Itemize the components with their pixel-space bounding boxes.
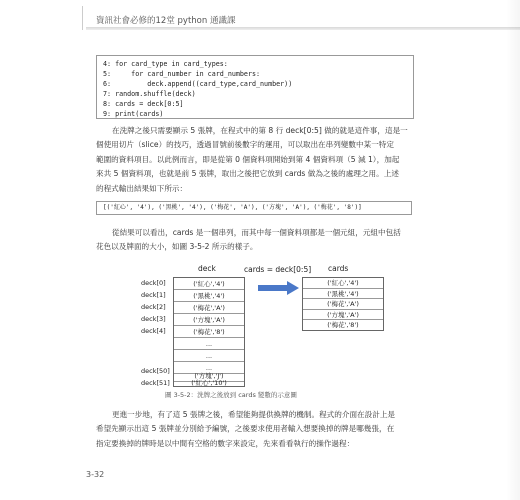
cards-item: ('方塊','A') <box>303 310 383 320</box>
code-line: 4: for card_type in card_types: <box>103 60 228 68</box>
deck-index: deck[4] <box>141 327 166 335</box>
deck-item: ... <box>174 350 244 362</box>
text-line: 範圍的資料項目。以此例而言，即是從第 0 個資料項開始到第 4 個資料項（5 減 1），加起 <box>96 154 400 164</box>
page-header <box>0 0 520 36</box>
deck-item: ('梅花','8') <box>174 326 244 338</box>
page-number: 3-32 <box>86 470 105 479</box>
deck-index: deck[3] <box>141 315 166 323</box>
code-line: 5: for card_number in card_numbers: <box>103 70 261 78</box>
text-line: 指定要換掉的牌時是以中間有空格的數字來設定，先來看看執行的操作過程： <box>96 438 355 448</box>
figure-caption: 圖 3-5-2：洗牌之後放到 cards 變數的示意圖 <box>165 391 297 399</box>
text-line: 在洗牌之後只需要顯示 5 張牌，在程式中的第 8 行 deck[0:5] 做的就是這件事，這是一 <box>112 126 408 135</box>
text-line: 從結果可以看出，cards 是一個串列，而其中每一個資料項都是一個元組，元組中包括 <box>112 228 401 237</box>
cards-list-diagram <box>302 277 384 331</box>
deck-list-diagram <box>173 277 245 387</box>
deck-item: ('紅心','4') <box>174 278 244 290</box>
deck-index: deck[0] <box>141 279 166 287</box>
slice-label: cards = deck[0:5] <box>244 265 312 274</box>
code-line: 6: deck.append((card_type,card_number)) <box>103 80 293 88</box>
cards-label: cards <box>328 264 349 273</box>
deck-item: ('梅花','A') <box>174 302 244 314</box>
code-line: 7: random.shuffle(deck) <box>103 90 196 98</box>
code-listing <box>96 55 414 119</box>
deck-item: ('黑桃','4') <box>174 290 244 302</box>
code-line: 9: print(cards) <box>103 110 164 118</box>
code-line: 8: cards = deck[0:5] <box>103 100 184 108</box>
binding-shadow <box>506 0 520 500</box>
deck-index: deck[2] <box>141 303 166 311</box>
deck-item: ('紅心','10') <box>191 379 227 387</box>
header-rule <box>86 27 520 30</box>
text-line: 來共 5 個資料項，也就是前 5 張牌，取出之後把它放到 cards 做為之後的處理之用。上述 <box>96 169 399 179</box>
text-line: 的程式輸出結果如下所示： <box>96 183 188 193</box>
text-line: 花色以及牌面的大小，如圖 3-5-2 所示的樣子。 <box>96 242 258 252</box>
cards-item: ('紅心','4') <box>303 278 383 289</box>
paragraph-swap-intro <box>96 408 426 451</box>
text-line: 更進一步地，有了這 5 張牌之後，希望能夠提供換牌的機制。程式的介面在設計上是 <box>112 410 396 419</box>
program-output: [('紅心', '4'), ('黑桃', '4'), ('梅花', 'A'), ('方塊', 'A'), ('梅花', '8')] <box>96 201 412 215</box>
deck-item: ... <box>174 362 244 374</box>
text-line: 個使用切片（slice）的技巧，透過冒號前後數字的運用，可以取出在串列變數中某一特定 <box>96 140 394 150</box>
deck-item: ('方塊','J') <box>174 370 244 382</box>
book-title: 資訊社會必修的12堂 python 通識課 <box>96 16 236 26</box>
slice-arrow-icon <box>258 280 300 296</box>
paragraph-result-explanation <box>96 226 426 255</box>
deck-index: deck[1] <box>141 291 166 299</box>
deck-index: deck[50] <box>141 367 170 375</box>
deck-index: deck[51] <box>141 379 170 387</box>
deck-item: ('方塊','A') <box>174 314 244 326</box>
deck-item: ... <box>174 338 244 350</box>
deck-label: deck <box>198 264 216 273</box>
cards-item: ('梅花','8') <box>327 321 359 329</box>
cards-item: ('黑桃','4') <box>303 289 383 299</box>
text-line: 希望先顯示出這 5 張牌並分別給予編號，之後要求使用者輸入想要換掉的牌是哪幾張，在 <box>96 424 395 434</box>
paragraph-slice-explanation <box>96 124 426 196</box>
cards-item: ('梅花','A') <box>303 299 383 310</box>
